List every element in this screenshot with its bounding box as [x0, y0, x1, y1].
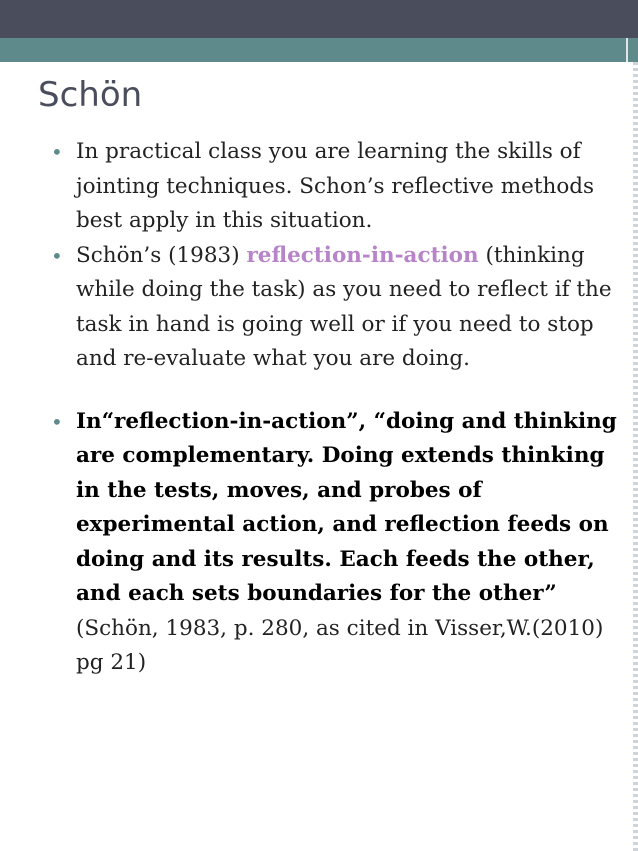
bullet-dot-icon: •: [51, 243, 63, 268]
bullet-item-1: [46, 135, 626, 239]
slide-content: [46, 135, 626, 681]
highlight-term: reflection-in-action: [246, 242, 479, 268]
bullet-dot-icon: •: [51, 409, 63, 434]
bullet-text: In practical class you are learning the skills of jointing techniques. Schon’s reflective methods best apply in this situation.: [76, 139, 595, 233]
spacer: [46, 377, 626, 405]
bullet-item-2: [46, 239, 626, 377]
slide-title: Schön: [38, 75, 143, 115]
right-edge-decoration: [633, 62, 638, 851]
header-accent-tick: [626, 38, 628, 62]
bullet-dot-icon: •: [51, 140, 63, 164]
header-band-teal: [0, 38, 638, 62]
citation-text: (Schön, 1983, p. 280, as cited in Visser,W.(2010) pg 21): [76, 615, 604, 675]
header-band-dark: [0, 0, 638, 38]
bullet-item-3: [46, 405, 626, 681]
bullet-prefix: Schön’s (1983): [76, 242, 247, 268]
quote-text: In“reflection-in-action”, “doing and thinking are complementary. Doing extends thinking in the tests, moves, and probes of experimental action, and reflection feeds on doing and its results. Each feeds the other, and each sets boundaries for the other”: [76, 408, 617, 606]
bullet-suffix: (thinking while doing the task) as you need to reflect if the task in hand is going well or if you need to stop and re-evaluate what you are doing.: [76, 242, 612, 371]
